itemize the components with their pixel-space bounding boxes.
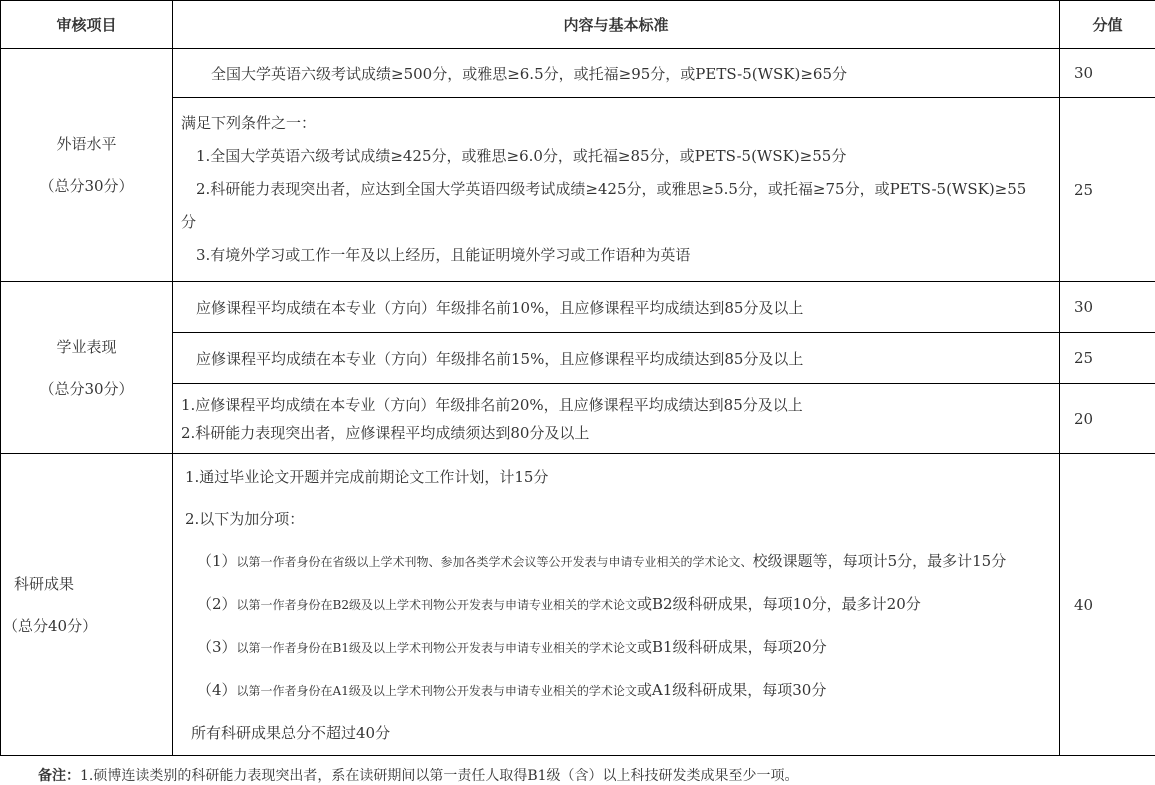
item-detail: 以第一作者身份在省级以上学术刊物、参加各类学术会议等公开发表与申请专业相关的学术论文、 — [236, 554, 753, 569]
criterion-line-2: 2.科研能力表现突出者，应修课程平均成绩须达到80分及以上 — [181, 423, 590, 442]
academic-row3-content — [173, 384, 1060, 454]
academic-row-2 — [1, 333, 1155, 384]
footnote — [0, 756, 1155, 785]
research-content — [173, 454, 1060, 756]
header-score: 分值 — [1060, 1, 1155, 49]
academic-row1-content — [173, 282, 1060, 333]
academic-row-1 — [1, 282, 1155, 333]
foreign-language-row-2 — [1, 98, 1155, 282]
item-number: （3） — [197, 637, 237, 656]
academic-row1-score: 30 — [1060, 282, 1155, 333]
item-detail: 以第一作者身份在B2级及以上学术刊物公开发表与申请专业相关的学术论文 — [236, 597, 638, 612]
research-line-1: 1.通过毕业论文开题并完成前期论文工作计划，计15分 — [185, 467, 549, 486]
category-academic-performance — [1, 282, 173, 454]
academic-row3-score: 20 — [1060, 384, 1155, 454]
foreign-language-row-1 — [1, 49, 1155, 98]
category-title: 科研成果 — [14, 574, 75, 593]
footnote-label: 备注： — [38, 768, 80, 784]
criterion-item-2: 2.科研能力表现突出者，应达到全国大学英语四级考试成绩≥425分，或雅思≥5.5分，或托福≥75分，或PETS-5(WSK)≥55 — [196, 180, 1027, 198]
header-row — [1, 1, 1155, 49]
research-bonus-item-4 — [185, 669, 1051, 712]
research-bonus-item-2 — [185, 583, 1051, 626]
category-title: 学业表现 — [56, 337, 117, 356]
foreign-row1-score: 30 — [1060, 49, 1155, 98]
category-subtitle: （总分30分） — [39, 177, 134, 195]
criterion-text: 全国大学英语六级考试成绩≥500分，或雅思≥6.5分，或托福≥95分，或PETS-5(WSK)≥65分 — [211, 64, 848, 83]
academic-row-3 — [1, 384, 1155, 454]
header-review-item: 审核项目 — [1, 1, 173, 49]
academic-row2-content — [173, 333, 1060, 384]
item-detail: 以第一作者身份在B1级及以上学术刊物公开发表与申请专业相关的学术论文 — [236, 640, 638, 655]
foreign-row2-content — [173, 98, 1060, 282]
foreign-row1-content — [173, 49, 1060, 98]
academic-row2-score: 25 — [1060, 333, 1155, 384]
item-tail: 校级课题等，每项计5分，最多计15分 — [752, 551, 1007, 570]
header-content-standard: 内容与基本标准 — [173, 1, 1060, 49]
criterion-item-2-wrap: 分 — [181, 213, 197, 231]
criterion-text: 应修课程平均成绩在本专业（方向）年级排名前15%，且应修课程平均成绩达到85分及以上 — [196, 349, 804, 368]
item-tail: 或A1级科研成果，每项30分 — [636, 680, 827, 699]
criterion-item-1: 1.全国大学英语六级考试成绩≥425分，或雅思≥6.0分，或托福≥85分，或PETS-5(WSK)≥55分 — [196, 147, 847, 165]
criterion-text: 应修课程平均成绩在本专业（方向）年级排名前10%，且应修课程平均成绩达到85分及以上 — [196, 298, 804, 317]
criterion-item-3: 3.有境外学习或工作一年及以上经历，且能证明境外学习或工作语种为英语 — [196, 246, 691, 264]
research-bonus-item-1 — [185, 540, 1051, 583]
category-foreign-language — [1, 49, 173, 282]
research-line-2: 2.以下为加分项： — [185, 509, 305, 528]
footnote-text: 1.硕博连读类别的科研能力表现突出者，系在读研期间以第一责任人取得B1级（含）以上科技研发类成果至少一项。 — [80, 768, 799, 784]
criterion-line-1: 1.应修课程平均成绩在本专业（方向）年级排名前20%，且应修课程平均成绩达到85分及以上 — [181, 395, 803, 414]
research-score: 40 — [1060, 454, 1155, 756]
category-subtitle: （总分30分） — [39, 379, 134, 398]
research-cap-line: 所有科研成果总分不超过40分 — [191, 723, 391, 742]
research-bonus-item-3 — [185, 626, 1051, 669]
item-number: （4） — [197, 680, 237, 699]
category-title: 外语水平 — [56, 135, 117, 153]
category-subtitle: （总分40分） — [3, 616, 98, 635]
foreign-row2-score: 25 — [1060, 98, 1155, 282]
research-row — [1, 454, 1155, 756]
category-research-achievements — [1, 454, 173, 756]
item-tail: 或B2级科研成果，每项10分，最多计20分 — [637, 594, 921, 613]
item-tail: 或B1级科研成果，每项20分 — [637, 637, 827, 656]
item-number: （2） — [197, 594, 237, 613]
criterion-intro: 满足下列条件之一： — [181, 114, 317, 132]
item-detail: 以第一作者身份在A1级及以上学术刊物公开发表与申请专业相关的学术论文 — [236, 683, 637, 698]
item-number: （1） — [197, 551, 237, 570]
